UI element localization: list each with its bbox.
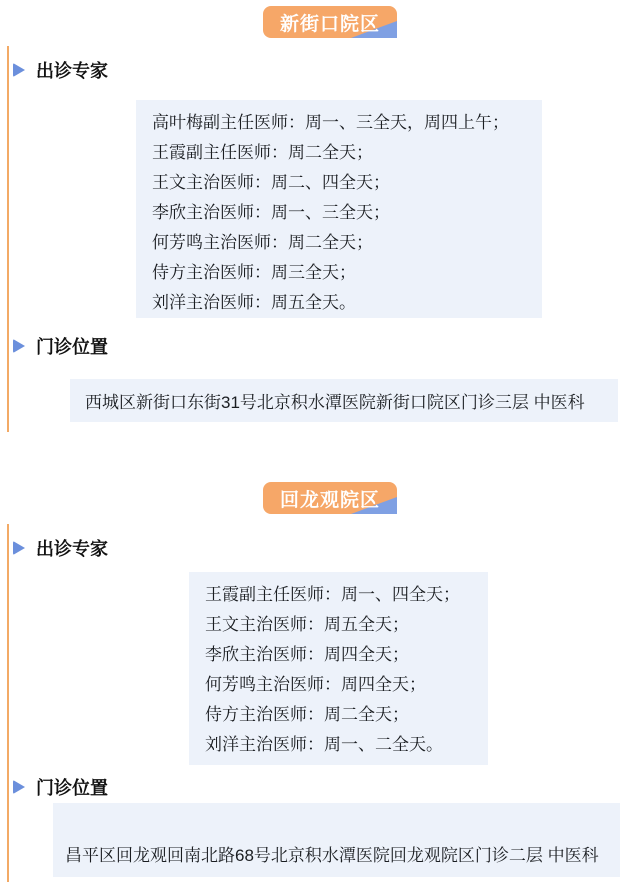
heading-experts-2 <box>13 537 108 559</box>
campus-badge-huilongguan <box>263 482 397 514</box>
clinic-address: 昌平区回龙观回南北路68号北京积水潭医院回龙观院区门诊二层 中医科 <box>65 846 599 865</box>
clinic-address-box-2 <box>53 803 620 877</box>
section-left-rail <box>7 46 9 432</box>
heading-label: 门诊位置 <box>36 337 108 357</box>
expert-schedule-line: 王霞副主任医师：周二全天； <box>152 143 373 162</box>
clinic-address: 西城区新街口东街31号北京积水潭医院新街口院区门诊三层 中医科 <box>85 393 585 412</box>
campus-badge-xinjiekou <box>263 6 397 38</box>
expert-schedule-line: 刘洋主治医师：周五全天。 <box>152 293 356 312</box>
arrow-right-icon <box>13 541 25 555</box>
heading-location-2 <box>13 776 108 798</box>
expert-schedule-line: 高叶梅副主任医师：周一、三全天，周四上午； <box>152 113 509 132</box>
heading-experts-1 <box>13 59 108 81</box>
clinic-address-box-1 <box>70 379 618 422</box>
section-left-rail <box>7 524 9 882</box>
arrow-right-icon <box>13 63 25 77</box>
campus-badge-label: 新街口院区 <box>279 13 380 35</box>
expert-schedule-line: 王霞副主任医师：周一、四全天； <box>205 585 460 604</box>
expert-schedule-line: 侍方主治医师：周二全天； <box>205 705 409 724</box>
expert-schedule-line: 李欣主治医师：周四全天； <box>205 645 409 664</box>
expert-schedule-line: 何芳鸣主治医师：周二全天； <box>152 233 373 252</box>
expert-schedule-line: 李欣主治医师：周一、三全天； <box>152 203 390 222</box>
expert-schedule-line: 侍方主治医师：周三全天； <box>152 263 356 282</box>
heading-label: 出诊专家 <box>36 539 108 559</box>
expert-schedule-line: 刘洋主治医师：周一、二全天。 <box>205 735 443 754</box>
expert-schedule-line: 王文主治医师：周二、四全天； <box>152 173 390 192</box>
experts-list-box-1 <box>136 100 542 318</box>
campus-badge-label: 回龙观院区 <box>279 489 380 511</box>
expert-schedule-line: 王文主治医师：周五全天； <box>205 615 409 634</box>
arrow-right-icon <box>13 339 25 353</box>
arrow-right-icon <box>13 780 25 794</box>
heading-label: 出诊专家 <box>36 61 108 81</box>
expert-schedule-line: 何芳鸣主治医师：周四全天； <box>205 675 426 694</box>
heading-label: 门诊位置 <box>36 778 108 798</box>
heading-location-1 <box>13 335 108 357</box>
experts-list-box-2 <box>189 572 488 765</box>
